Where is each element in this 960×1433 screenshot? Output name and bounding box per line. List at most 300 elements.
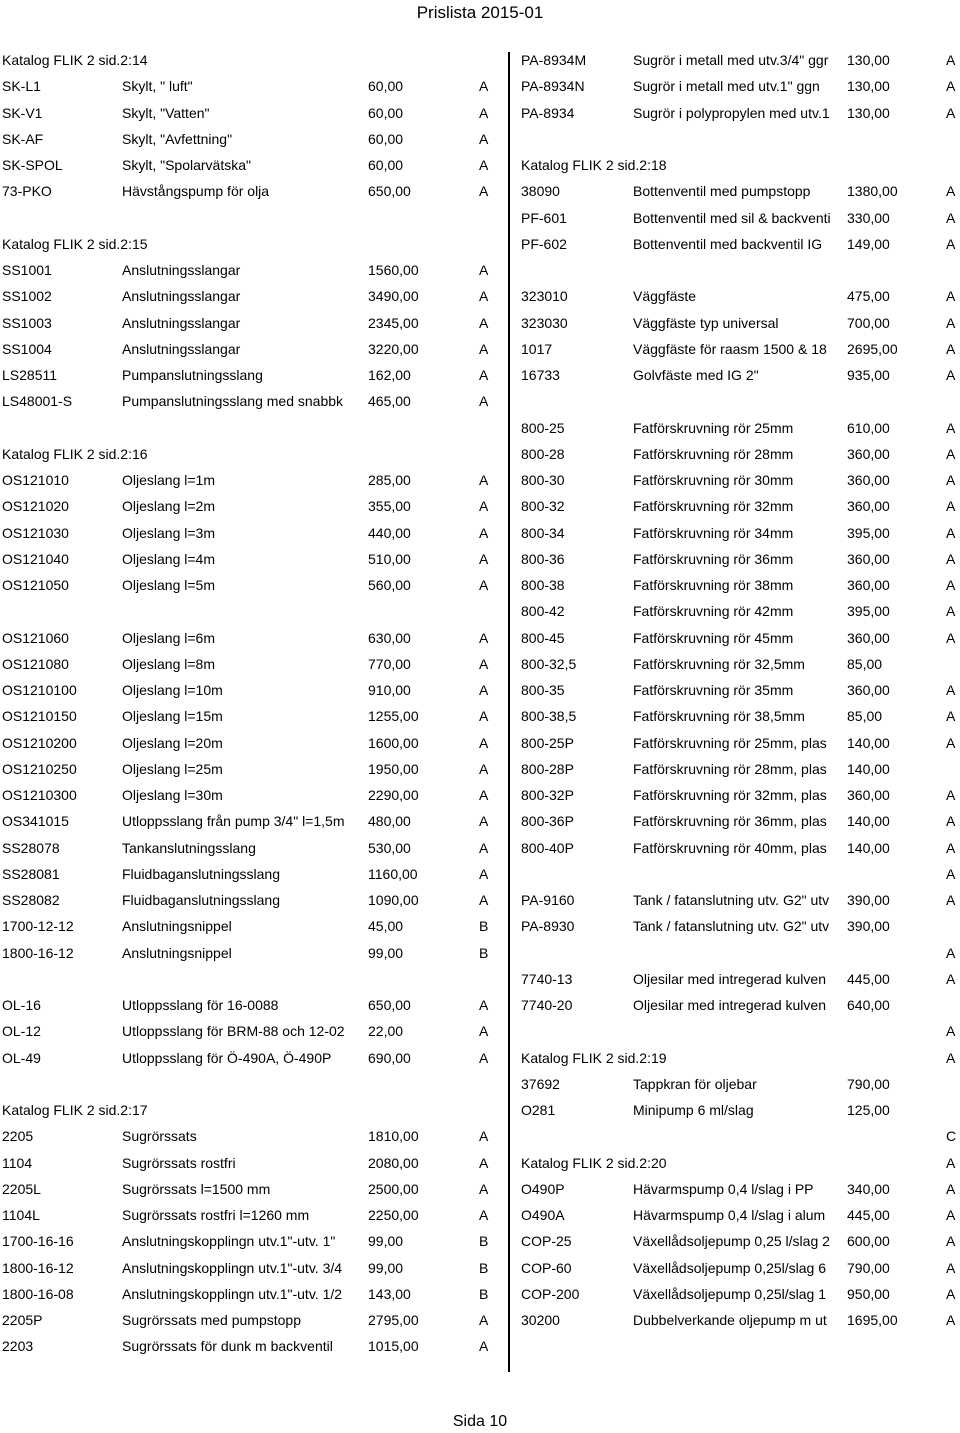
article-description: Anslutningsnippel: [122, 944, 232, 961]
article-price: 60,00: [368, 130, 404, 147]
price-class: A: [946, 839, 956, 856]
article-number: 800-34: [521, 524, 565, 541]
article-description: Oljeslang l=30m: [122, 787, 223, 803]
article-price: 650,00: [368, 183, 411, 200]
article-number: PA-8930: [521, 918, 575, 935]
price-class: A: [946, 629, 956, 646]
price-class: A: [479, 1180, 489, 1197]
article-number: 1800-16-08: [2, 1285, 74, 1302]
price-class: A: [946, 577, 956, 593]
article-number: LS48001-S: [2, 393, 73, 410]
article-description: Fatförskruvning rör 38,5mm: [633, 708, 805, 725]
article-price: 1015,00: [368, 1338, 419, 1355]
price-row: [0, 466, 505, 492]
price-row: [519, 781, 960, 807]
section-title: Katalog FLIK 2 sid.2:19: [521, 1049, 667, 1066]
price-class: B: [479, 944, 489, 961]
price-class: A: [946, 288, 956, 305]
price-row: [0, 1149, 505, 1175]
price-row: [0, 256, 505, 282]
price-class: A: [946, 498, 956, 515]
price-class: A: [479, 104, 489, 121]
article-description: Fatförskruvning rör 34mm: [633, 524, 794, 541]
price-row: [519, 1070, 960, 1096]
article-number: SS1004: [2, 340, 52, 357]
article-description: Fatförskruvning rör 42mm: [633, 603, 794, 620]
price-row: [0, 1044, 505, 1070]
price-class: A: [946, 1233, 956, 1250]
article-price: 1255,00: [368, 708, 419, 725]
price-class: A: [946, 1180, 956, 1197]
price-class: A: [946, 1285, 956, 1302]
article-number: 800-36P: [521, 813, 574, 830]
article-description: Fatförskruvning rör 38mm: [633, 577, 794, 593]
article-description: Växellådsoljepump 0,25 l/slag 2: [633, 1233, 830, 1250]
price-class: A: [946, 419, 956, 436]
article-number: O281: [521, 1102, 556, 1118]
article-price: 950,00: [847, 1285, 890, 1302]
article-price: 1560,00: [368, 262, 419, 278]
price-class: A: [479, 760, 489, 777]
price-row: [0, 519, 505, 545]
article-price: 60,00: [368, 78, 404, 95]
article-description: Anslutningsslangar: [122, 314, 241, 331]
price-class: A: [946, 1023, 956, 1040]
price-class: A: [479, 1049, 489, 1066]
price-class: A: [479, 787, 489, 803]
article-price: 1810,00: [368, 1128, 419, 1145]
price-row: [0, 492, 505, 518]
price-row: [519, 361, 960, 387]
article-price: 130,00: [847, 78, 890, 95]
article-number: 73-PKO: [2, 183, 52, 200]
article-price: 1600,00: [368, 734, 419, 751]
article-description: Minipump 6 ml/slag: [633, 1102, 754, 1118]
article-price: 130,00: [847, 104, 890, 121]
article-number: 1104: [2, 1154, 33, 1171]
article-number: 800-32,5: [521, 655, 577, 672]
article-number: 2205: [2, 1128, 34, 1145]
article-price: 60,00: [368, 104, 404, 121]
section-title: Katalog FLIK 2 sid.2:20: [521, 1154, 667, 1171]
price-row: [0, 991, 505, 1017]
page-header: Prislista 2015-01: [416, 3, 544, 22]
article-description: Anslutningsslangar: [122, 262, 241, 278]
article-price: 99,00: [368, 1259, 404, 1276]
article-number: SS1003: [2, 314, 52, 331]
article-price: 125,00: [847, 1102, 890, 1118]
article-number: SS28078: [2, 839, 60, 856]
blank-row: [0, 965, 505, 991]
price-row: [519, 230, 960, 256]
article-number: OS121060: [2, 629, 69, 646]
price-row: [0, 1017, 505, 1043]
article-description: Skylt, " luft": [122, 78, 193, 95]
article-description: Utloppsslang för Ö-490A, Ö-490P: [122, 1049, 332, 1066]
article-description: Anslutningsslangar: [122, 288, 241, 305]
article-description: Oljeslang l=20m: [122, 734, 223, 751]
article-description: Fatförskruvning rör 32,5mm: [633, 655, 805, 672]
article-number: SK-L1: [2, 78, 41, 95]
price-class: A: [946, 1049, 956, 1066]
article-description: Skylt, "Spolarvätska": [122, 157, 251, 173]
article-number: 800-30: [521, 472, 565, 488]
catalog-section-heading: [519, 151, 960, 177]
article-number: 7740-20: [521, 997, 573, 1013]
article-description: Oljeslang l=10m: [122, 682, 223, 698]
article-description: Utloppsslang från pump 3/4" l=1,5m: [122, 813, 345, 830]
blank-row: [0, 414, 505, 440]
price-row: [0, 624, 505, 650]
section-title: Katalog FLIK 2 sid.2:15: [2, 235, 148, 252]
price-class: A: [479, 262, 489, 278]
price-row: [519, 282, 960, 308]
price-row: [519, 834, 960, 860]
price-row: [0, 1332, 505, 1358]
article-description: Fatförskruvning rör 32mm, plas: [633, 787, 827, 803]
article-price: 3490,00: [368, 288, 419, 305]
article-price: 143,00: [368, 1285, 411, 1302]
article-number: 38090: [521, 183, 560, 200]
price-row: [0, 309, 505, 335]
article-description: Tankanslutningsslang: [122, 839, 256, 856]
price-row: [0, 650, 505, 676]
price-row: [519, 965, 960, 991]
article-price: 640,00: [847, 997, 890, 1013]
article-description: Fluidbaganslutningsslang: [122, 865, 280, 882]
catalog-section-heading: [0, 440, 505, 466]
article-price: 1950,00: [368, 760, 419, 777]
article-description: Pumpanslutningsslang med snabbk: [122, 393, 344, 410]
article-price: 690,00: [368, 1049, 411, 1066]
article-price: 700,00: [847, 314, 890, 331]
price-row: [519, 46, 960, 72]
article-description: Sugrörssats: [122, 1128, 197, 1145]
price-row: [519, 1122, 960, 1148]
article-description: Fatförskruvning rör 30mm: [633, 472, 794, 488]
article-description: Pumpanslutningsslang: [122, 367, 263, 383]
article-number: OL-12: [2, 1023, 41, 1040]
price-row: [0, 729, 505, 755]
article-number: 37692: [521, 1075, 560, 1092]
article-number: 323010: [521, 288, 568, 305]
article-number: 2205P: [2, 1312, 43, 1328]
price-class: A: [479, 813, 489, 830]
price-row: [519, 1254, 960, 1280]
article-description: Tank / fatanslutning utv. G2" utv: [633, 892, 830, 908]
price-row: [0, 755, 505, 781]
price-class: A: [479, 314, 489, 331]
article-description: Sugrörssats rostfri: [122, 1154, 236, 1171]
price-class: A: [946, 340, 956, 357]
article-number: 1104L: [2, 1207, 40, 1223]
article-number: 800-45: [521, 629, 565, 646]
section-title: Katalog FLIK 2 sid.2:14: [2, 52, 148, 68]
price-class: A: [479, 472, 489, 488]
article-price: 395,00: [847, 603, 890, 620]
article-number: 800-42: [521, 603, 565, 620]
price-class: A: [946, 708, 956, 725]
price-row: [0, 886, 505, 912]
price-class: A: [946, 603, 956, 620]
price-class: A: [946, 970, 956, 987]
price-row: [0, 571, 505, 597]
price-class: A: [946, 78, 956, 95]
article-number: OS121010: [2, 472, 69, 488]
price-row: [0, 361, 505, 387]
price-row: [519, 912, 960, 938]
article-price: 445,00: [847, 1207, 890, 1223]
article-number: COP-25: [521, 1233, 572, 1250]
article-price: 465,00: [368, 393, 411, 410]
article-description: Oljesilar med intregerad kulven: [633, 970, 826, 987]
article-price: 360,00: [847, 629, 890, 646]
price-row: [519, 545, 960, 571]
price-row: [0, 781, 505, 807]
price-class: A: [479, 367, 489, 383]
price-class: A: [479, 183, 489, 200]
price-class: A: [479, 393, 489, 410]
article-number: COP-60: [521, 1259, 572, 1276]
article-number: 2203: [2, 1338, 34, 1355]
article-price: 2250,00: [368, 1207, 419, 1223]
price-class: A: [479, 550, 489, 567]
price-row: [519, 519, 960, 545]
section-title: Katalog FLIK 2 sid.2:16: [2, 445, 148, 462]
price-row: [519, 755, 960, 781]
article-number: OL-49: [2, 1049, 41, 1066]
price-class: A: [479, 1338, 489, 1355]
price-row: [519, 466, 960, 492]
article-description: Fatförskruvning rör 32mm: [633, 498, 794, 515]
article-number: 800-28P: [521, 760, 574, 777]
article-price: 530,00: [368, 839, 411, 856]
price-row: [519, 309, 960, 335]
blank-row: [519, 387, 960, 413]
article-price: 22,00: [368, 1023, 404, 1040]
article-number: PF-602: [521, 235, 567, 252]
article-price: 360,00: [847, 682, 890, 698]
article-description: Skylt, "Avfettning": [122, 130, 233, 147]
article-price: 610,00: [847, 419, 890, 436]
price-row: [519, 1280, 960, 1306]
price-class: A: [479, 629, 489, 646]
price-row: [519, 1175, 960, 1201]
price-row: [0, 1122, 505, 1148]
price-row: [519, 414, 960, 440]
page-footer: Sida 10: [452, 1413, 508, 1430]
article-price: 130,00: [847, 52, 890, 68]
article-description: Oljeslang l=3m: [122, 524, 215, 541]
blank-row: [0, 597, 505, 623]
price-class: A: [946, 52, 956, 68]
price-row: [0, 834, 505, 860]
article-price: 2080,00: [368, 1154, 419, 1171]
article-description: Sugrör i metall med utv.1" ggn: [633, 78, 820, 95]
price-class: B: [479, 1259, 489, 1276]
price-row: [0, 1201, 505, 1227]
price-class: B: [479, 1233, 489, 1250]
article-number: OS1210250: [2, 760, 77, 777]
price-row: [0, 1227, 505, 1253]
article-number: OS1210100: [2, 682, 77, 698]
price-row: [519, 1096, 960, 1122]
catalog-section-heading: [0, 46, 505, 72]
article-number: PA-9160: [521, 892, 575, 908]
price-row: [0, 177, 505, 203]
price-row: [0, 125, 505, 151]
price-class: A: [946, 813, 956, 830]
article-price: 140,00: [847, 813, 890, 830]
price-class: A: [946, 445, 956, 462]
price-class: A: [946, 944, 956, 961]
article-description: Anslutningskopplingn utv.1"-utv. 1/2: [122, 1285, 343, 1302]
article-description: Oljeslang l=1m: [122, 472, 215, 488]
price-class: A: [479, 130, 489, 147]
article-number: 800-36: [521, 550, 565, 567]
article-description: Fatförskruvning rör 36mm: [633, 550, 794, 567]
price-class: A: [946, 892, 956, 908]
price-row: [0, 939, 505, 965]
price-class: A: [479, 78, 489, 95]
price-class: A: [479, 655, 489, 672]
article-price: 99,00: [368, 944, 404, 961]
catalog-section-heading: [0, 1096, 505, 1122]
price-row: [519, 807, 960, 833]
article-number: SS28082: [2, 892, 60, 908]
price-class: A: [479, 997, 489, 1013]
price-class: A: [479, 340, 489, 357]
article-price: 475,00: [847, 288, 890, 305]
section-title: Katalog FLIK 2 sid.2:17: [2, 1102, 148, 1118]
article-description: Sugrör i metall med utv.3/4" ggr: [633, 52, 829, 68]
article-price: 2290,00: [368, 787, 419, 803]
article-number: 800-25P: [521, 734, 574, 751]
price-class: A: [479, 892, 489, 908]
price-class: A: [946, 524, 956, 541]
article-number: 800-38: [521, 577, 565, 593]
price-row: [0, 151, 505, 177]
article-description: Fluidbaganslutningsslang: [122, 892, 280, 908]
article-number: PF-601: [521, 209, 567, 226]
article-price: 140,00: [847, 839, 890, 856]
article-description: Väggfäste: [633, 288, 697, 305]
article-price: 360,00: [847, 472, 890, 488]
article-number: O490P: [521, 1180, 565, 1197]
price-class: C: [946, 1128, 957, 1145]
article-description: Fatförskruvning rör 25mm, plas: [633, 734, 827, 751]
article-price: 560,00: [368, 577, 411, 593]
price-row: [0, 702, 505, 728]
article-price: 1090,00: [368, 892, 419, 908]
article-price: 790,00: [847, 1259, 890, 1276]
article-number: 800-40P: [521, 839, 574, 856]
article-number: OL-16: [2, 997, 41, 1013]
article-price: 360,00: [847, 550, 890, 567]
article-description: Bottenventil med backventil IG: [633, 235, 823, 252]
column-divider: [508, 52, 510, 1372]
article-number: SS1001: [2, 262, 52, 278]
left-price-column: [0, 46, 505, 1359]
article-number: 800-28: [521, 445, 565, 462]
article-price: 360,00: [847, 577, 890, 593]
blank-row: [519, 256, 960, 282]
article-description: Anslutningskopplingn utv.1"-utv. 1": [122, 1233, 336, 1250]
article-price: 390,00: [847, 892, 890, 908]
article-price: 360,00: [847, 445, 890, 462]
article-description: Anslutningskopplingn utv.1"-utv. 3/4: [122, 1259, 343, 1276]
article-description: Golvfäste med IG 2": [633, 367, 759, 383]
article-price: 1380,00: [847, 183, 898, 200]
article-price: 510,00: [368, 550, 411, 567]
price-class: B: [479, 918, 489, 935]
article-description: Sugrörssats med pumpstopp: [122, 1312, 301, 1328]
article-description: Oljeslang l=2m: [122, 498, 215, 515]
right-price-column: [519, 46, 960, 1332]
section-title: Katalog FLIK 2 sid.2:18: [521, 157, 667, 173]
article-description: Sugrörssats l=1500 mm: [122, 1180, 271, 1197]
price-row: [519, 939, 960, 965]
blank-row: [0, 204, 505, 230]
price-row: [519, 597, 960, 623]
article-description: Tappkran för oljebar: [633, 1075, 757, 1092]
article-number: OS121030: [2, 524, 69, 541]
article-number: COP-200: [521, 1285, 580, 1302]
price-row: [519, 204, 960, 230]
article-number: PA-8934M: [521, 52, 587, 68]
article-description: Oljeslang l=5m: [122, 577, 215, 593]
article-description: Växellådsoljepump 0,25l/slag 1: [633, 1285, 827, 1302]
price-class: A: [479, 524, 489, 541]
price-row: [519, 440, 960, 466]
article-price: 285,00: [368, 472, 411, 488]
price-class: A: [946, 104, 956, 121]
article-description: Utloppsslang för BRM-88 och 12-02: [122, 1023, 345, 1040]
price-row: [519, 177, 960, 203]
article-number: 800-32P: [521, 787, 574, 803]
article-description: Väggfäste typ universal: [633, 314, 779, 331]
article-price: 99,00: [368, 1233, 404, 1250]
price-row: [519, 702, 960, 728]
article-number: 1017: [521, 340, 553, 357]
article-description: Hävarmspump 0,4 l/slag i alum: [633, 1207, 826, 1223]
price-row: [0, 282, 505, 308]
price-row: [519, 1227, 960, 1253]
article-number: SK-V1: [2, 104, 43, 121]
article-description: Fatförskruvning rör 40mm, plas: [633, 839, 827, 856]
price-row: [0, 1254, 505, 1280]
price-row: [0, 912, 505, 938]
article-description: Anslutningsslangar: [122, 340, 241, 357]
article-price: 340,00: [847, 1180, 890, 1197]
article-description: Hävstångspump för olja: [122, 183, 270, 200]
price-class: A: [479, 682, 489, 698]
article-number: 1800-16-12: [2, 944, 74, 961]
article-number: 323030: [521, 314, 568, 331]
article-price: 140,00: [847, 734, 890, 751]
article-number: OS1210150: [2, 708, 77, 725]
article-price: 360,00: [847, 787, 890, 803]
article-description: Bottenventil med pumpstopp: [633, 183, 811, 200]
price-row: [519, 650, 960, 676]
price-row: [519, 624, 960, 650]
article-price: 395,00: [847, 524, 890, 541]
article-number: 1700-16-16: [2, 1233, 74, 1250]
price-row: [519, 335, 960, 361]
article-price: 360,00: [847, 498, 890, 515]
price-class: A: [946, 367, 956, 383]
article-number: 1800-16-12: [2, 1259, 74, 1276]
